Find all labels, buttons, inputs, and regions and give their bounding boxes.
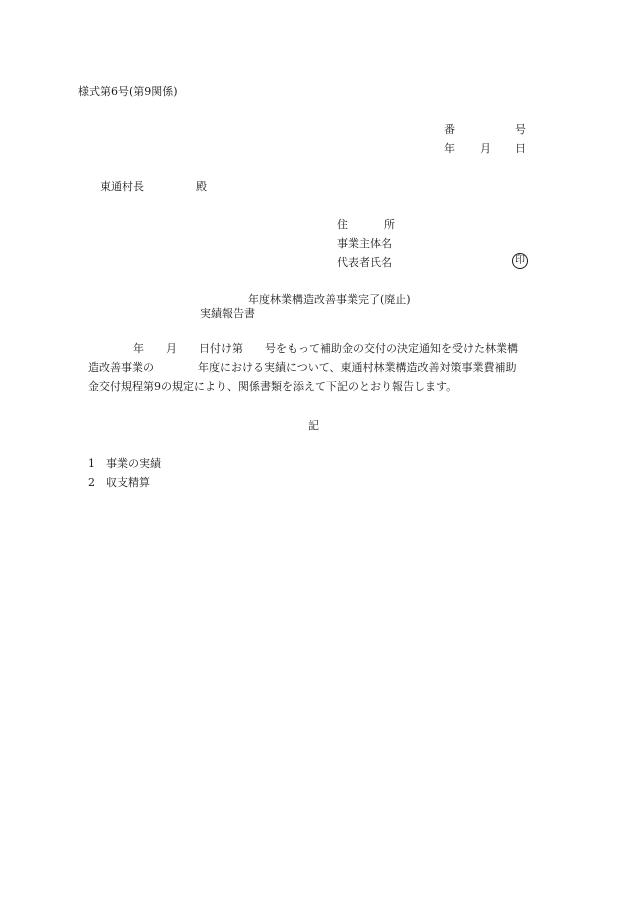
address-label-part2: 所 <box>384 218 395 231</box>
date-day-label: 日 <box>515 142 526 155</box>
ki-heading: 記 <box>308 419 319 432</box>
entity-name-label: 事業主体名 <box>337 237 392 250</box>
ref-number-label: 番 <box>444 123 455 136</box>
list-item: 2 収支精算 <box>88 476 150 489</box>
document-title-line1: 年度林業構造改善事業完了(廃止) <box>248 293 411 306</box>
addressee-honorific: 殿 <box>196 180 207 193</box>
document-title-line2: 実績報告書 <box>200 307 255 320</box>
form-number: 様式第6号(第9関係) <box>78 85 178 98</box>
date-year-label: 年 <box>444 142 455 155</box>
seal-icon: 印 <box>512 253 528 269</box>
body-line-2: 造改善事業の 年度における実績について、東通村林業構造改善対策事業費補助 <box>88 361 517 374</box>
body-line-1: 年 月 日付け第 号をもって補助金の交付の決定通知を受けた林業構 <box>78 342 518 355</box>
date-month-label: 月 <box>480 142 491 155</box>
ref-issue-label: 号 <box>515 123 526 136</box>
list-item: 1 事業の実績 <box>88 457 161 470</box>
address-label-part1: 住 <box>337 218 348 231</box>
body-line-3: 金交付規程第9の規定により、関係書類を添えて下記のとおり報告します。 <box>88 380 458 393</box>
representative-label: 代表者氏名 <box>337 256 392 269</box>
addressee-name: 東通村長 <box>100 180 144 193</box>
